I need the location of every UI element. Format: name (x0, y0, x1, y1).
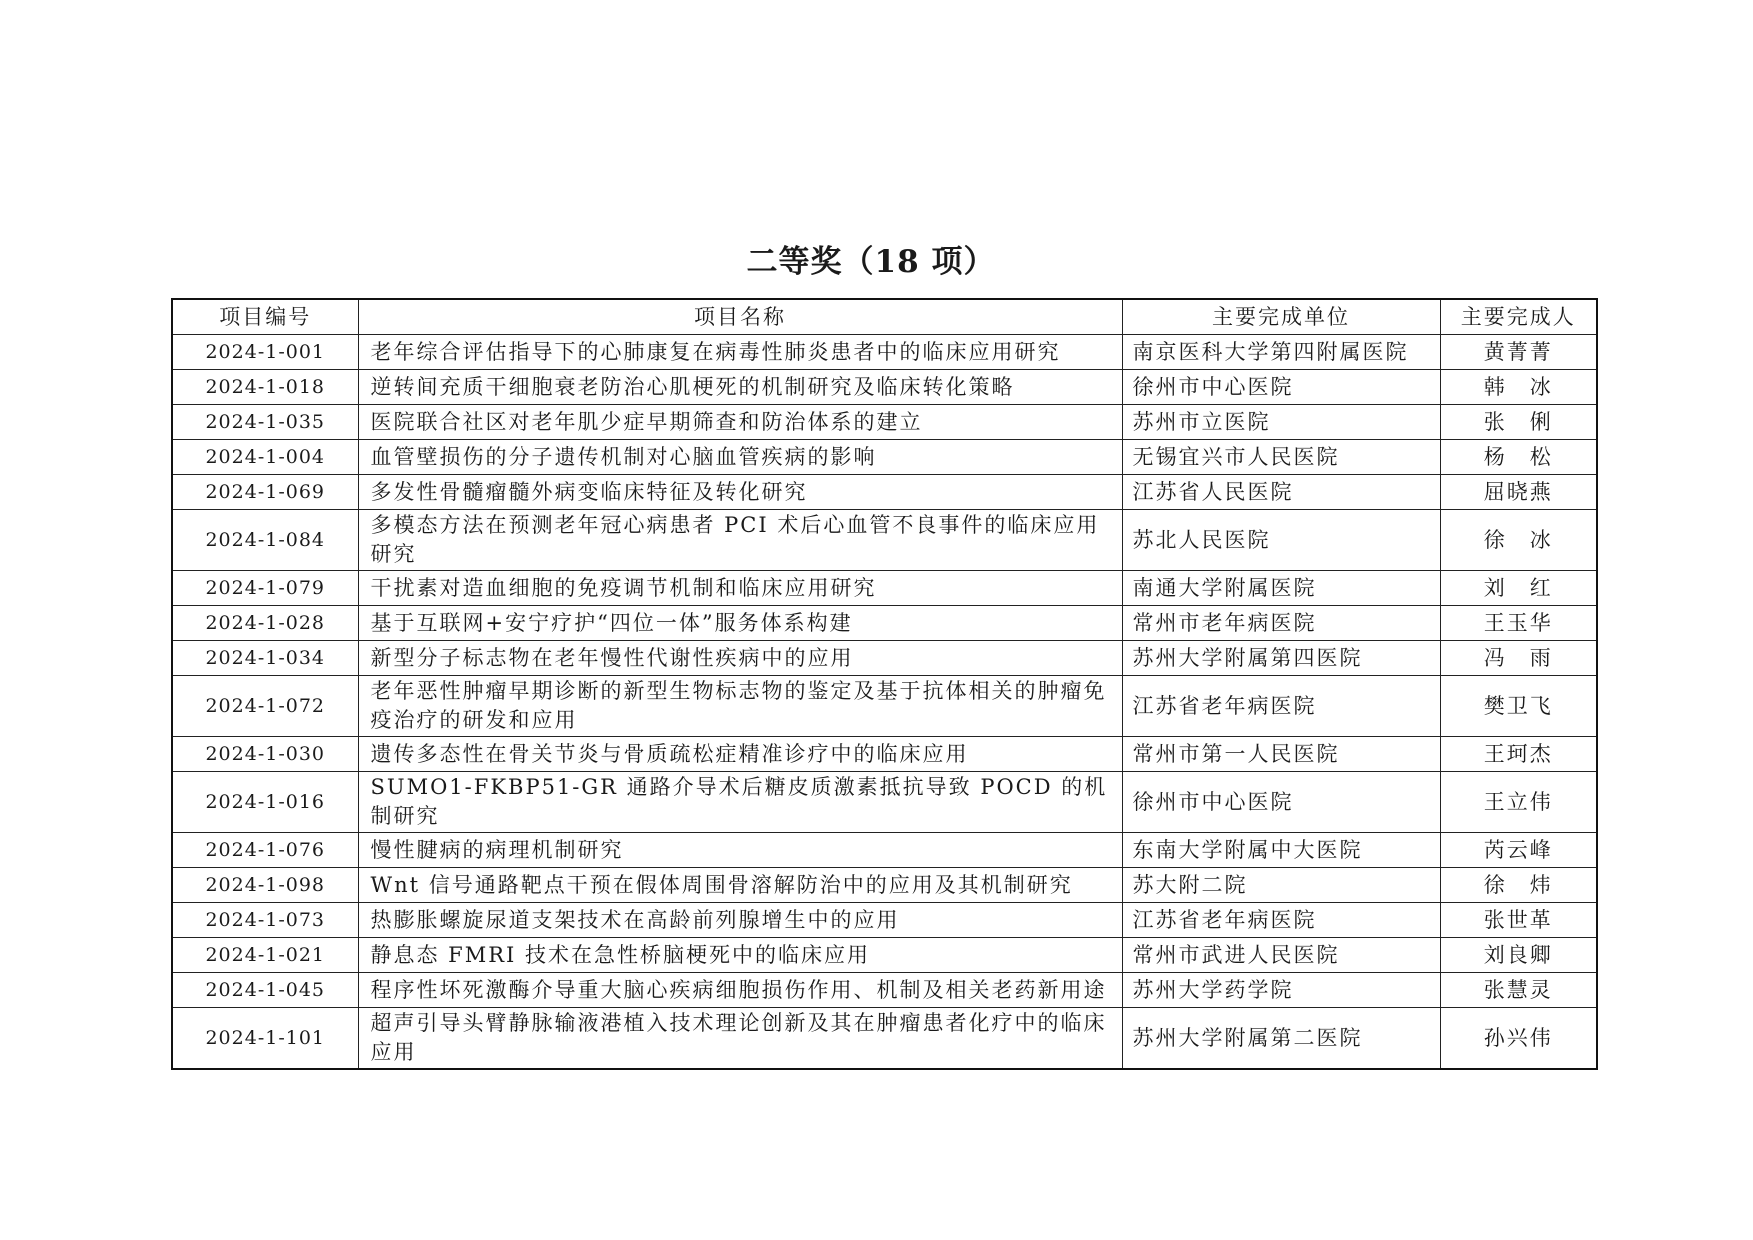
cell-unit: 苏北人民医院 (1122, 510, 1440, 571)
cell-unit: 常州市武进人民医院 (1122, 938, 1440, 973)
cell-person: 王玉华 (1440, 606, 1597, 641)
cell-person: 张世革 (1440, 903, 1597, 938)
cell-project-id: 2024-1-098 (172, 868, 358, 903)
cell-unit: 南京医科大学第四附属医院 (1122, 335, 1440, 370)
cell-project-name: 老年综合评估指导下的心肺康复在病毒性肺炎患者中的临床应用研究 (358, 335, 1122, 370)
cell-project-name: 逆转间充质干细胞衰老防治心肌梗死的机制研究及临床转化策略 (358, 370, 1122, 405)
cell-person: 孙兴伟 (1440, 1008, 1597, 1070)
cell-person: 王珂杰 (1440, 737, 1597, 772)
header-project-name: 项目名称 (358, 299, 1122, 335)
cell-person: 刘良卿 (1440, 938, 1597, 973)
cell-person: 韩 冰 (1440, 370, 1597, 405)
cell-project-id: 2024-1-045 (172, 973, 358, 1008)
cell-unit: 江苏省老年病医院 (1122, 676, 1440, 737)
cell-person: 徐 炜 (1440, 868, 1597, 903)
cell-project-name: 医院联合社区对老年肌少症早期筛查和防治体系的建立 (358, 405, 1122, 440)
cell-project-name: 血管壁损伤的分子遗传机制对心脑血管疾病的影响 (358, 440, 1122, 475)
cell-project-id: 2024-1-069 (172, 475, 358, 510)
table-row (172, 973, 1597, 1008)
header-unit: 主要完成单位 (1122, 299, 1440, 335)
table-body (172, 335, 1597, 1070)
cell-person: 屈晓燕 (1440, 475, 1597, 510)
table-row (172, 370, 1597, 405)
cell-project-name: 多模态方法在预测老年冠心病患者 PCI 术后心血管不良事件的临床应用研究 (358, 510, 1122, 571)
cell-project-id: 2024-1-001 (172, 335, 358, 370)
cell-project-name: 程序性坏死激酶介导重大脑心疾病细胞损伤作用、机制及相关老药新用途 (358, 973, 1122, 1008)
table-row (172, 833, 1597, 868)
cell-project-id: 2024-1-079 (172, 571, 358, 606)
cell-project-name: 超声引导头臂静脉输液港植入技术理论创新及其在肿瘤患者化疗中的临床应用 (358, 1008, 1122, 1070)
cell-unit: 东南大学附属中大医院 (1122, 833, 1440, 868)
table-row (172, 676, 1597, 737)
table-row (172, 606, 1597, 641)
cell-unit: 苏大附二院 (1122, 868, 1440, 903)
cell-person: 徐 冰 (1440, 510, 1597, 571)
table-row (172, 641, 1597, 676)
table-row (172, 737, 1597, 772)
cell-person: 张慧灵 (1440, 973, 1597, 1008)
cell-project-name: 静息态 FMRI 技术在急性桥脑梗死中的临床应用 (358, 938, 1122, 973)
table-row (172, 475, 1597, 510)
table-row (172, 903, 1597, 938)
award-table (171, 298, 1598, 1070)
table-row (172, 868, 1597, 903)
table-row (172, 335, 1597, 370)
table-row (172, 510, 1597, 571)
cell-project-id: 2024-1-101 (172, 1008, 358, 1070)
cell-project-name: 老年恶性肿瘤早期诊断的新型生物标志物的鉴定及基于抗体相关的肿瘤免疫治疗的研发和应用 (358, 676, 1122, 737)
cell-person: 王立伟 (1440, 772, 1597, 833)
cell-project-id: 2024-1-076 (172, 833, 358, 868)
cell-unit: 江苏省老年病医院 (1122, 903, 1440, 938)
table-row (172, 772, 1597, 833)
table-row (172, 938, 1597, 973)
cell-project-id: 2024-1-073 (172, 903, 358, 938)
table-header (172, 299, 1597, 335)
cell-unit: 江苏省人民医院 (1122, 475, 1440, 510)
cell-unit: 常州市老年病医院 (1122, 606, 1440, 641)
cell-unit: 常州市第一人民医院 (1122, 737, 1440, 772)
cell-project-name: 遗传多态性在骨关节炎与骨质疏松症精准诊疗中的临床应用 (358, 737, 1122, 772)
table-row (172, 1008, 1597, 1070)
cell-person: 张 俐 (1440, 405, 1597, 440)
cell-project-name: 多发性骨髓瘤髓外病变临床特征及转化研究 (358, 475, 1122, 510)
cell-person: 樊卫飞 (1440, 676, 1597, 737)
cell-project-id: 2024-1-034 (172, 641, 358, 676)
cell-project-name: 新型分子标志物在老年慢性代谢性疾病中的应用 (358, 641, 1122, 676)
cell-project-name: Wnt 信号通路靶点干预在假体周围骨溶解防治中的应用及其机制研究 (358, 868, 1122, 903)
cell-unit: 无锡宜兴市人民医院 (1122, 440, 1440, 475)
header-person: 主要完成人 (1440, 299, 1597, 335)
cell-unit: 苏州大学附属第二医院 (1122, 1008, 1440, 1070)
table-row (172, 405, 1597, 440)
cell-unit: 南通大学附属医院 (1122, 571, 1440, 606)
cell-unit: 苏州大学附属第四医院 (1122, 641, 1440, 676)
cell-project-id: 2024-1-072 (172, 676, 358, 737)
cell-person: 芮云峰 (1440, 833, 1597, 868)
cell-project-id: 2024-1-035 (172, 405, 358, 440)
header-row (172, 299, 1597, 335)
cell-unit: 苏州市立医院 (1122, 405, 1440, 440)
page-title: 二等奖（18 项） (746, 244, 996, 280)
header-project-id: 项目编号 (172, 299, 358, 335)
cell-project-id: 2024-1-016 (172, 772, 358, 833)
cell-project-id: 2024-1-084 (172, 510, 358, 571)
cell-project-id: 2024-1-021 (172, 938, 358, 973)
cell-project-name: SUMO1-FKBP51-GR 通路介导术后糖皮质激素抵抗导致 POCD 的机制研究 (358, 772, 1122, 833)
cell-unit: 徐州市中心医院 (1122, 772, 1440, 833)
table-row (172, 440, 1597, 475)
cell-person: 杨 松 (1440, 440, 1597, 475)
cell-project-id: 2024-1-030 (172, 737, 358, 772)
cell-project-id: 2024-1-004 (172, 440, 358, 475)
cell-unit: 苏州大学药学院 (1122, 973, 1440, 1008)
cell-person: 黄菁菁 (1440, 335, 1597, 370)
cell-person: 冯 雨 (1440, 641, 1597, 676)
cell-person: 刘 红 (1440, 571, 1597, 606)
cell-project-name: 干扰素对造血细胞的免疫调节机制和临床应用研究 (358, 571, 1122, 606)
cell-project-id: 2024-1-018 (172, 370, 358, 405)
cell-project-name: 基于互联网+安宁疗护“四位一体”服务体系构建 (358, 606, 1122, 641)
cell-unit: 徐州市中心医院 (1122, 370, 1440, 405)
cell-project-id: 2024-1-028 (172, 606, 358, 641)
cell-project-name: 慢性腱病的病理机制研究 (358, 833, 1122, 868)
cell-project-name: 热膨胀螺旋尿道支架技术在高龄前列腺增生中的应用 (358, 903, 1122, 938)
table-row (172, 571, 1597, 606)
